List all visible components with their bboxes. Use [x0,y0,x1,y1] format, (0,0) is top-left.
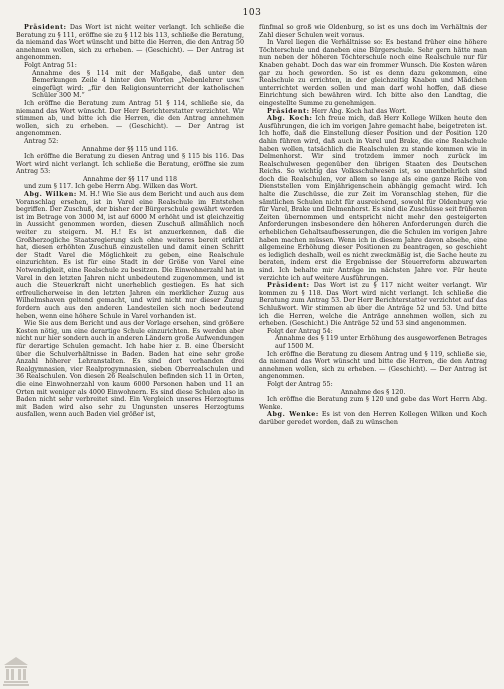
speaker-name: Präsident: [267,282,310,290]
paragraph-text: M. H.! Wie Sie aus dem Bericht und auch aus dem Voranschlag ersehen, ist in Varel eine Realschule im Entstehen begriffen. Der Zuschuß, der bisher der Bürgerschule gewährt worden ist im Betrage von 3000 M, ist auf 6000 M erhöht und ist gleichzeitig in Aussicht genommen worden, diesen Zuschuß allmählich noch weiter zu steigern. M. H.! Es ist anzuerkennen, daß die Großherzogliche Staatsregierung sich ohne weiteres bereit erklärt hat, diesen erhöhten Zuschuß einzustellen und damit einen Schritt der Stadt Varel die Möglichkeit zu geben, eine Realschule einzurichten. Es ist für eine Stadt in der Größe von Varel eine Notwendigkeit, eine Realschule zu besitzen. Die Einwohnerzahl hat in Varel in den letzten Jahren nicht unbedeutend zugenommen, und ist auch die Steuerkraft nicht unerheblich gestiegen. Es hat sich erfreulicherweise in den letzten Jahren ein merklicher Zuzug aus Wilhelmshaven geltend gemacht, und wird nicht nur dieser Zuzug fordern auch aus den anderen Landesteilen sich noch bedeutend heben, wenn eine höhere Schule in Varel vorhanden ist. [16,191,244,320]
paragraph-text: Ich eröffne die Beratung zu diesen Antrag und § 115 bis 116. Das Wort wird nicht verlangt. Ich schließe die Beratung, eröffne sie zum Antrag 53: [16,153,244,176]
paragraph-text: Folgt der Antrag 55: [267,380,333,388]
text-paragraph [259,396,487,411]
text-paragraph [259,351,487,381]
speaker-name: Abg. Wilken: [24,191,77,199]
text-paragraph [16,138,244,146]
text-paragraph [16,70,244,100]
text-paragraph [16,146,244,154]
paragraph-text: Ich freue mich, daß Herr Kollege Wilken heute den Ausführungen, die ich im vorigen Jahre gemacht habe, beigetreten ist. Ich hoffe, daß die Einstellung dieser Position und der Position 120 dahin führen wird, daß auch in Varel und Brake, die eine Realschule haben wollen, tatsächlich die Realschulen zu stande kommen wie in Delmenhorst. Wir sind trotzdem immer noch zurück im Realschulwesen gegenüber den übrigen Staaten des Deutschen Reichs. So wichtig das Volksschulwesen ist, so unentbehrlich sind doch die Realschulen, vor allem so lange als eine ganze Reihe von Dienststellen vom Einjährigenschein abhängig gemacht wird. Ich halte die Zuschüsse, die zur Zeit im Voranschlag stehen, für die sämtlichen Schulen nicht für ausreichend, sowohl für Oldenburg wie für Varel, Brake und Delmenhorst. Es sind die Zuschüsse seit früheren Zeiten übernommen und entspricht nicht mehr den gesteigerten Anforderungen insbesondere den höheren Anforderungen durch die erheblichen Gehaltsaufbesserungen, die die Schulen im vorigen Jahre haben machen müssen. Wenn ich in diesem Jahre davon absehe, eine allgemeine Erhöhung dieser Positionen zu beantragen, so geschieht es lediglich deshalb, weil es nicht zweckmäßig ist, die Sache heute zu beraten, indem erst die Ergebnisse der Steuerreform abzuwarten sind. Ich behalte mir Anträge im nächsten Jahre vor. Für heute verzichte ich auf weitere Ausführungen. [259,115,487,282]
left-column [16,24,244,419]
right-column [259,24,487,426]
speech-paragraph [259,411,487,426]
speaker-name: Präsident: [24,24,67,31]
paragraph-text: Es ist von den Herren Kollegen Wilken und Koch darüber geredet worden, daß zu wünschen [259,411,487,426]
paragraph-text: und zum § 117. Ich gebe Herrn Abg. Wilken das Wort. [24,183,198,191]
page-number: 103 [242,8,262,18]
paragraph-text: Folgt Antrag 51: [24,61,77,69]
paragraph-text: Ich eröffne die Beratung zum § 120 und gebe das Wort Herrn Abg. Wenke. [259,396,487,411]
paragraph-text: Ich eröffne die Beratung zu diesem Antrag und § 119, schließe sie, da niemand das Wort wünscht und bitte die Herren, die den Antrag annehmen wollen, sich zu erheben. — (Geschicht). — Der Antrag ist angenommen. [259,350,487,381]
library-building-icon [3,656,29,686]
paragraph-text: Annahme des § 120. [340,388,406,396]
paragraph-text: In Varel liegen die Verhältnisse so: Es bestand früher eine höhere Töchterschule und daneben eine Bürgerschule. Sehr gern hätte man nun neben der höheren Töchterschule noch eine Realschule nur für Knaben gehabt. Doch das war ein frommer Wunsch. Die Kosten wären gar zu hoch geworden. So ist es denn dazu gekommen, eine Realschule zu errichten, in der gleichzeitig Knaben und Mädchen unterrichtet werden sollen und man darf wohl hoffen, daß diese Einrichtung sich bewähren wird. Ich bitte also den Landtag, die eingestellte Summe zu genehmigen. [259,39,487,107]
text-paragraph [16,62,244,70]
paragraph-text: fünfmal so groß wie Oldenburg, so ist es uns doch im Verhältnis der Zahl dieser Schulen weit voraus. [259,24,487,39]
paragraph-text: Antrag 52: [24,137,59,145]
paragraph-text: Ich eröffne die Beratung zum Antrag 51 § 114, schließe sie, da niemand das Wort wünscht. Der Herr Berichterstatter verzichtet. Wir stimmen ab, und bitte ich die Herren, die den Antrag annehmen wollen, sich zu erheben. — (Geschicht). — Der Antrag ist angenommen. [16,99,244,138]
speech-paragraph [259,282,487,328]
paragraph-text: Annahme des § 114 mit der Maßgabe, daß unter den Bemerkungen Zeile 4 hinter den Worten „Nebenlehrer usw.“ eingefügt wird: „für den Religionsunterricht der katholischen Schüler 300 M.“ [32,69,244,100]
text-paragraph [16,320,244,419]
text-paragraph [259,39,487,107]
speech-paragraph [16,24,244,62]
text-paragraph [259,24,487,39]
speech-paragraph [16,191,244,320]
text-paragraph [259,381,487,389]
text-paragraph [16,183,244,191]
paragraph-text: Herr Abg. Koch hat das Wort. [311,107,407,115]
paragraph-text: Annahme des § 119 unter Erhöhung des ausgeworfenen Betrages auf 1500 M. [275,335,487,350]
paragraph-text: Das Wort ist zu § 117 nicht weiter verlangt. Wir kommen zu § 118. Das Wort wird nicht verlangt. Ich schließe die Beratung zum Antrag 53. Der Herr Berichterstatter verzichtet auf das Schlußwort. Wir stimmen ab über die Anträge 52 und 53. Und bitte ich die Herren, welche die Anträge annehmen wollen, sich zu erheben. (Geschicht.) Die Anträge 52 und 53 sind angenommen. [259,282,487,328]
text-paragraph [16,100,244,138]
paragraph-text: Wie Sie aus dem Bericht und aus der Vorlage ersehen, sind größere Kosten nötig, um eine derartige Schule einzurichten. Es werden aber nicht nur hier sondern auch in anderen Ländern große Aufwendungen für derartige Schulen gemacht. Ich habe hier z. B. eine Übersicht über die Schulverhältnisse in Baden. Baden hat eine sehr große Anzahl höherer Lehranstalten. Es sind dort vorhanden drei Realgymnasien, vier Realprogymnasien, sieben Oberrealschulen und 36 Realschulen. Von diesen 26 Realschulen befinden sich 11 in Orten, die eine Einwohnerzahl von kaum 6000 Personen haben und 11 an Orten mit weniger als 4000 Einwohnern. Es sind diese Schulen also in Baden nicht sehr verbreitet sind. Ein Vergleich unseres Herzogtums mit Baden wird also sehr zu Ungunsten unseres Herzogtums ausfallen, wenn auch Baden viel größer ist, [16,320,244,419]
paragraph-text: Das Wort ist nicht weiter verlangt. Ich schließe die Beratung zu § 111, eröffne sie zu § 112 bis 113, schließe die Beratung, da niemand das Wort wünscht und bitte die Herren, die den Antrag 50 annehmen wollen, sich zu erheben. — (Geschicht). — Der Antrag ist angenommen. [16,24,244,62]
speaker-name: Präsident: [267,107,310,115]
paragraph-text: Annahme der §§ 115 und 116. [81,145,179,153]
speech-paragraph [259,108,487,116]
speech-paragraph [259,115,487,282]
text-paragraph [16,153,244,176]
text-paragraph [259,389,487,397]
text-paragraph [259,335,487,350]
paragraph-text: Annahme der §§ 117 und 118 [82,175,178,183]
paragraph-text: Folgt der Antrag 54: [267,327,333,335]
speaker-name: Abg. Koch: [267,115,313,123]
speaker-name: Abg. Wenke: [267,411,319,419]
